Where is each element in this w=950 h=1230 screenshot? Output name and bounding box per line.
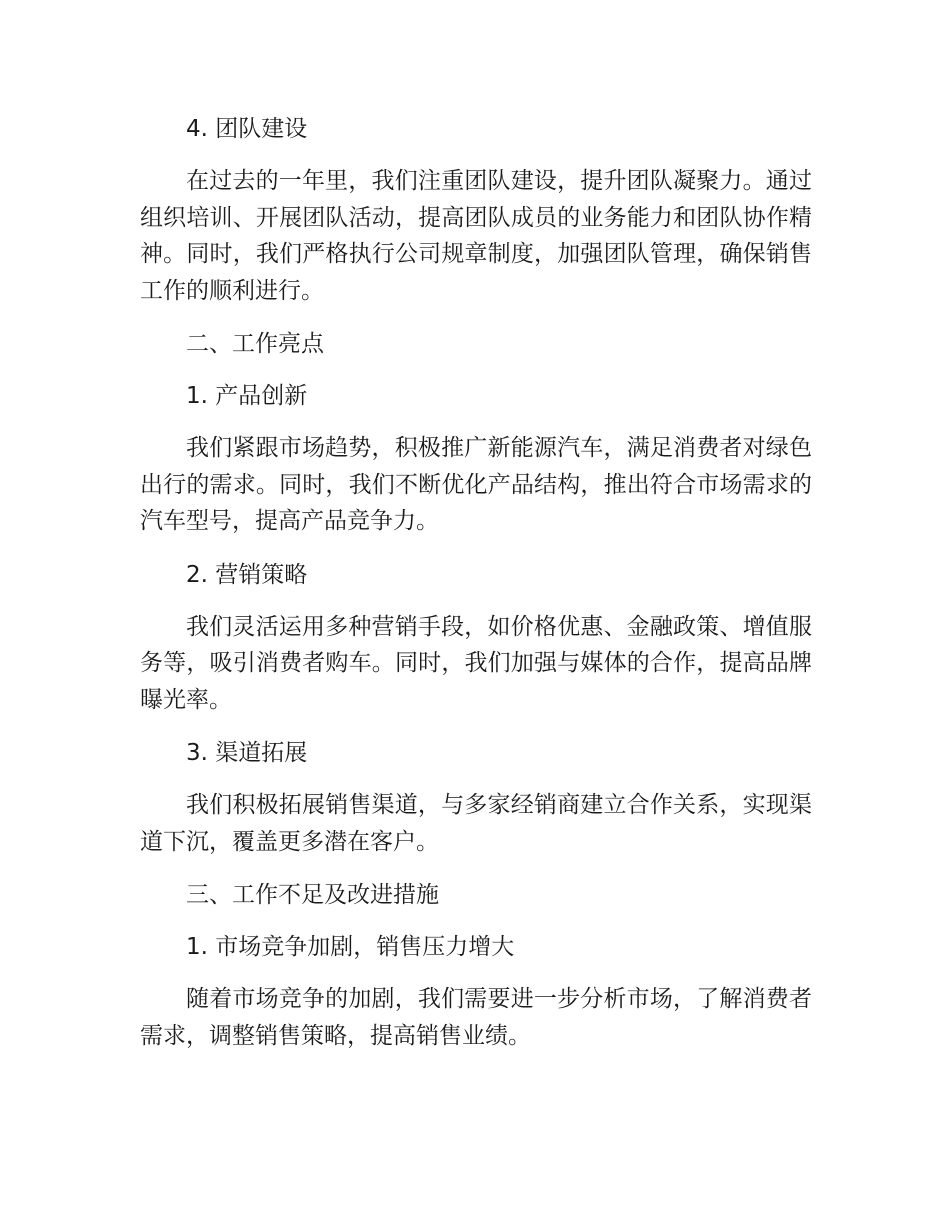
section-heading: 4. 团队建设 (186, 116, 308, 142)
paragraph: 我们灵活运用多种营销手段，如价格优惠、金融政策、增值服务等，吸引消费者购车。同时，我们加强与媒体的合作，提高品牌曝光率。 (140, 613, 812, 713)
paragraph: 在过去的一年里，我们注重团队建设，提升团队凝聚力。通过组织培训、开展团队活动，提高团队成员的业务能力和团队协作精神。同时，我们严格执行公司规章制度，加强团队管理，确保销售工作的顺利进行。 (140, 168, 812, 304)
section-heading: 二、工作亮点 (186, 331, 324, 357)
section-heading: 三、工作不足及改进措施 (186, 882, 439, 908)
paragraph: 随着市场竞争的加剧，我们需要进一步分析市场，了解消费者需求，调整销售策略，提高销售业绩。 (140, 986, 812, 1049)
document-body (140, 111, 812, 1054)
section-heading: 1. 市场竞争加剧，销售压力增大 (186, 934, 515, 960)
section-heading: 1. 产品创新 (186, 383, 308, 409)
paragraph: 我们积极拓展销售渠道，与多家经销商建立合作关系，实现渠道下沉，覆盖更多潜在客户。 (140, 792, 812, 855)
section-heading: 3. 渠道拓展 (186, 740, 308, 766)
paragraph: 我们紧跟市场趋势，积极推广新能源汽车，满足消费者对绿色出行的需求。同时，我们不断优化产品结构，推出符合市场需求的汽车型号，提高产品竞争力。 (140, 435, 812, 534)
section-heading: 2. 营销策略 (186, 561, 308, 588)
